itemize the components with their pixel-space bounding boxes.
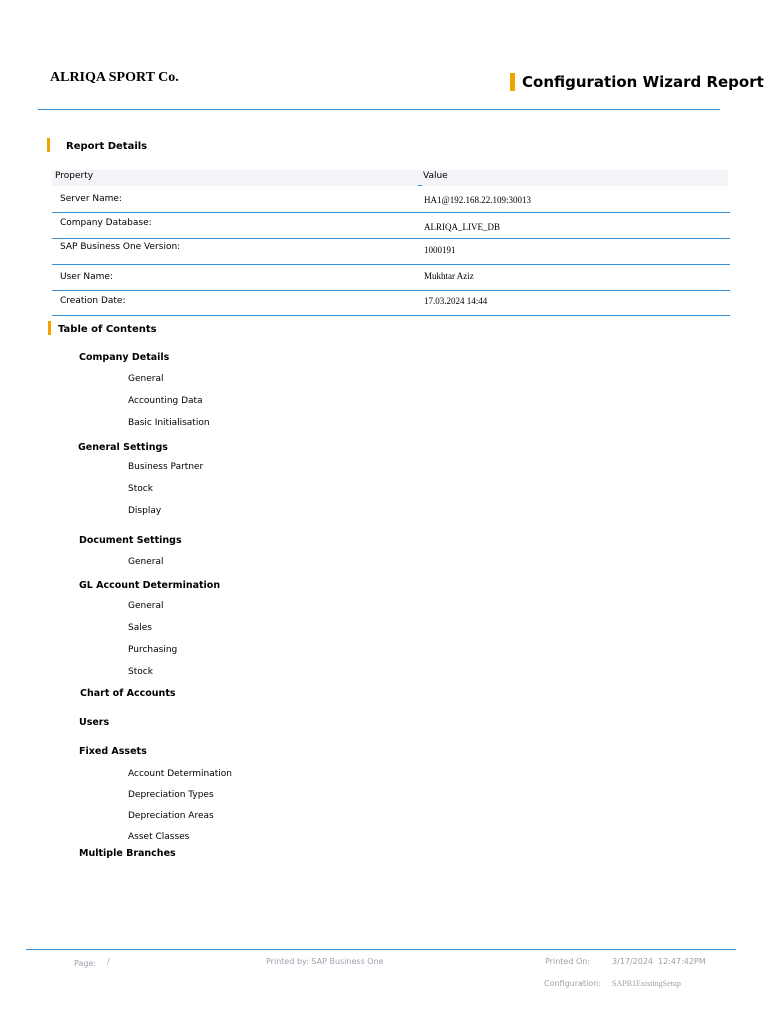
table-row-company-database <box>52 213 730 239</box>
row-label: Company Database: <box>60 218 152 228</box>
toc-item-display[interactable]: Display <box>128 506 162 516</box>
toc-section-general-settings[interactable]: General Settings <box>78 442 168 453</box>
toc-item-basic-initialisation[interactable]: Basic Initialisation <box>128 418 210 428</box>
toc-item-general[interactable]: General <box>128 374 164 384</box>
toc-item-depreciation-types[interactable]: Depreciation Types <box>128 790 214 800</box>
row-value: ALRIQA_LIVE_DB <box>424 222 500 232</box>
toc-section-gl-account-determination[interactable]: GL Account Determination <box>79 580 221 591</box>
row-label: Server Name: <box>60 194 122 204</box>
toc-section-chart-of-accounts[interactable]: Chart of Accounts <box>80 688 176 699</box>
row-value: HA1@192.168.22.109:30013 <box>424 195 532 205</box>
footer-printed-by: Printed by: SAP Business One <box>266 957 384 966</box>
footer-printed-on-label: Printed On: <box>545 957 591 966</box>
toc-item-general[interactable]: General <box>128 557 164 567</box>
toc-item-purchasing[interactable]: Purchasing <box>128 645 178 655</box>
toc-item-asset-classes[interactable]: Asset Classes <box>128 832 190 842</box>
header-divider <box>38 109 720 110</box>
toc-section-company-details[interactable]: Company Details <box>79 352 170 363</box>
toc-item-business-partner[interactable]: Business Partner <box>128 462 204 472</box>
section-accent-bar <box>47 138 50 152</box>
toc-section-document-settings[interactable]: Document Settings <box>79 535 182 546</box>
row-label: User Name: <box>60 272 113 282</box>
toc-item-depreciation-areas[interactable]: Depreciation Areas <box>128 811 214 821</box>
toc-item-general[interactable]: General <box>128 601 164 611</box>
company-name: ALRIQA SPORT Co. <box>50 70 179 85</box>
toc-item-accounting-data[interactable]: Accounting Data <box>128 396 203 406</box>
footer-configuration-value: SAPB1ExistingSetup <box>612 979 681 988</box>
column-header-property: Property <box>55 171 94 181</box>
row-value: 1000191 <box>424 245 456 255</box>
details-table-header <box>52 170 728 186</box>
report-title <box>510 73 764 91</box>
toc-item-account-determination[interactable]: Account Determination <box>128 769 233 779</box>
footer-page-label: Page: <box>74 959 97 968</box>
table-row-creation-date <box>52 290 730 316</box>
title-accent-bar <box>510 73 515 91</box>
footer-page-separator: / <box>107 957 110 966</box>
table-row-sap-version <box>52 239 730 265</box>
toc-item-stock[interactable]: Stock <box>128 484 153 494</box>
row-label: SAP Business One Version: <box>60 242 181 252</box>
toc-section-users[interactable]: Users <box>79 717 110 728</box>
report-details-heading <box>47 138 147 152</box>
report-details-heading-text: Report Details <box>66 141 148 152</box>
toc-heading <box>48 321 157 335</box>
footer-divider <box>26 949 736 950</box>
row-value: Mukhtar Aziz <box>424 271 474 281</box>
section-accent-bar <box>48 321 51 335</box>
footer-printed-on-time: 12:47:42PM <box>658 957 706 966</box>
row-label: Creation Date: <box>60 296 126 306</box>
toc-item-stock[interactable]: Stock <box>128 667 153 677</box>
toc-section-fixed-assets[interactable]: Fixed Assets <box>79 746 147 757</box>
table-row-user-name <box>52 265 730 291</box>
footer-configuration-label: Configuration: <box>544 979 601 988</box>
report-title-text: Configuration Wizard Report <box>522 73 764 91</box>
footer-printed-on-date: 3/17/2024 <box>612 957 654 966</box>
toc-heading-text: Table of Contents <box>58 324 157 335</box>
column-header-value: Value <box>423 171 448 181</box>
column-marker <box>418 185 422 186</box>
toc-section-multiple-branches[interactable]: Multiple Branches <box>79 848 176 859</box>
table-row-server-name <box>52 187 730 213</box>
toc-item-sales[interactable]: Sales <box>128 623 152 633</box>
row-value: 17.03.2024 14:44 <box>424 296 488 306</box>
